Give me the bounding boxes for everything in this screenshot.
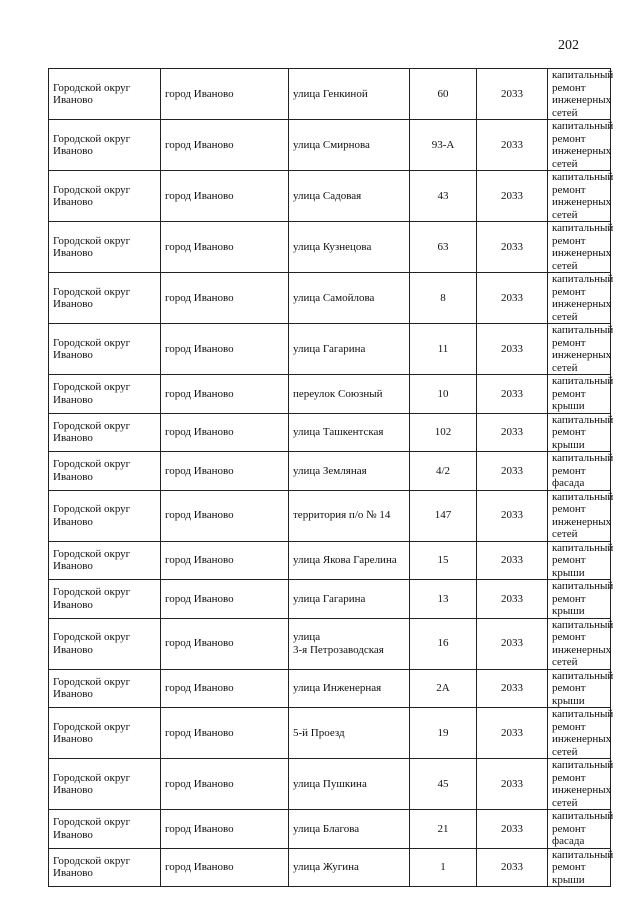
work-type-cell-line: инженерных — [552, 94, 612, 106]
gorod-cell: город Иваново — [161, 171, 289, 222]
okrug-cell-line: Городской округ — [53, 631, 131, 643]
street-cell-line: улица Садовая — [293, 189, 362, 202]
house-number-cell: 2А — [410, 669, 477, 708]
street-cell-line: улица Жугина — [293, 861, 359, 873]
work-type-cell-line: ремонт — [552, 336, 586, 349]
work-type-cell-line: ремонт — [552, 234, 586, 247]
okrug-cell-line: Городской округ — [53, 234, 131, 247]
street-cell-line: улица Гагарина — [293, 592, 366, 605]
work-type-cell-line: капитальный — [552, 618, 614, 631]
house-number-cell: 11 — [410, 324, 477, 375]
house-number-cell: 147 — [410, 490, 477, 541]
house-number-cell: 60 — [410, 69, 477, 120]
street-cell-line: улица Кузнецова — [293, 240, 372, 253]
work-type-cell-line: ремонт — [552, 503, 586, 515]
work-type-cell-line: капитальный — [552, 810, 614, 822]
street-cell — [289, 273, 410, 324]
street-cell-line: переулок Союзный — [293, 387, 383, 400]
work-type-cell — [548, 222, 614, 273]
house-number-cell: 102 — [410, 413, 477, 452]
gorod-cell: город Иваново — [161, 490, 289, 541]
street-cell-line: улица Якова Гарелина — [293, 554, 397, 566]
gorod-cell: город Иваново — [161, 810, 289, 849]
year-cell: 2033 — [477, 222, 548, 273]
street-cell-line: улица Гагарина — [293, 342, 366, 355]
work-type-cell-line: капитальный — [552, 490, 614, 503]
work-type-cell — [548, 120, 614, 171]
okrug-cell-line: Городской округ — [53, 336, 131, 349]
work-type-cell — [548, 618, 614, 669]
street-cell — [289, 669, 410, 708]
work-type-cell-line: инженерных — [552, 247, 612, 259]
street-cell-line: улица Благова — [293, 822, 360, 835]
work-type-cell-line: инженерных — [552, 643, 612, 656]
work-type-cell — [548, 324, 614, 375]
work-type-cell-line: капитальный — [552, 375, 614, 387]
okrug-cell-line: Иваново — [53, 688, 93, 701]
okrug-cell — [49, 171, 161, 222]
table-row — [49, 580, 611, 619]
street-cell — [289, 490, 410, 541]
work-type-cell-line: капитальный — [552, 759, 614, 771]
okrug-cell-line: Городской округ — [53, 720, 131, 733]
table-row — [49, 708, 611, 759]
okrug-cell — [49, 759, 161, 810]
gorod-cell: город Иваново — [161, 541, 289, 580]
okrug-cell — [49, 452, 161, 491]
work-type-cell-line: ремонт крыши — [552, 426, 586, 451]
okrug-cell — [49, 69, 161, 120]
work-type-cell-line: сетей — [552, 656, 578, 668]
okrug-cell-line: Городской округ — [53, 81, 131, 94]
okrug-cell — [49, 222, 161, 273]
house-number-cell: 15 — [410, 541, 477, 580]
work-type-cell-line: ремонт — [552, 81, 586, 94]
street-cell — [289, 452, 410, 491]
work-type-cell-line: инженерных — [552, 349, 612, 361]
year-cell: 2033 — [477, 810, 548, 849]
gorod-cell: город Иваново — [161, 452, 289, 491]
work-type-cell-line: сетей — [552, 745, 578, 758]
repair-schedule-table — [48, 68, 614, 887]
work-type-cell-line: капитальный — [552, 324, 614, 336]
table-row — [49, 618, 611, 669]
gorod-cell: город Иваново — [161, 618, 289, 669]
year-cell: 2033 — [477, 580, 548, 619]
okrug-cell-line: Городской округ — [53, 771, 131, 784]
house-number-cell: 19 — [410, 708, 477, 759]
okrug-cell-line: Городской округ — [53, 183, 131, 196]
year-cell: 2033 — [477, 759, 548, 810]
work-type-cell-line: инженерных — [552, 298, 612, 310]
street-cell — [289, 120, 410, 171]
work-type-cell — [548, 759, 614, 810]
work-type-cell-line: сетей — [552, 528, 578, 540]
gorod-cell: город Иваново — [161, 580, 289, 619]
okrug-cell — [49, 669, 161, 708]
okrug-cell — [49, 810, 161, 849]
okrug-cell-line: Городской округ — [53, 132, 131, 145]
work-type-cell-line: капитальный — [552, 708, 614, 720]
table-row — [49, 324, 611, 375]
work-type-cell-line: инженерных — [552, 145, 612, 157]
okrug-cell — [49, 120, 161, 171]
year-cell: 2033 — [477, 669, 548, 708]
table-row — [49, 669, 611, 708]
work-type-cell-line: капитальный — [552, 222, 614, 234]
work-type-cell — [548, 669, 614, 708]
year-cell: 2033 — [477, 171, 548, 222]
house-number-cell: 45 — [410, 759, 477, 810]
table-row — [49, 490, 611, 541]
okrug-cell-line: Иваново — [53, 393, 93, 406]
work-type-cell-line: ремонт — [552, 183, 586, 196]
page-number: 202 — [558, 38, 579, 53]
work-type-cell — [548, 490, 614, 541]
okrug-cell — [49, 324, 161, 375]
work-type-cell — [548, 848, 614, 887]
work-type-cell — [548, 541, 614, 580]
okrug-cell — [49, 413, 161, 452]
okrug-cell-line: Иваново — [53, 349, 93, 361]
okrug-cell — [49, 273, 161, 324]
street-cell-line: улица Ташкентская — [293, 426, 384, 438]
work-type-cell-line: ремонт — [552, 771, 586, 784]
work-type-cell — [548, 708, 614, 759]
work-type-cell-line: сетей — [552, 259, 578, 272]
year-cell: 2033 — [477, 848, 548, 887]
year-cell: 2033 — [477, 69, 548, 120]
gorod-cell: город Иваново — [161, 273, 289, 324]
okrug-cell-line: Иваново — [53, 733, 93, 745]
gorod-cell: город Иваново — [161, 324, 289, 375]
work-type-cell-line: капитальный — [552, 541, 614, 554]
year-cell: 2033 — [477, 375, 548, 414]
work-type-cell-line: ремонт крыши — [552, 682, 586, 707]
work-type-cell-line: ремонт крыши — [552, 387, 586, 412]
street-cell-line: улица — [293, 631, 321, 643]
street-cell — [289, 171, 410, 222]
okrug-cell — [49, 848, 161, 887]
table-body — [49, 69, 614, 887]
work-type-cell-line: инженерных — [552, 515, 612, 528]
okrug-cell-line: Иваново — [53, 432, 93, 445]
gorod-cell: город Иваново — [161, 375, 289, 414]
gorod-cell: город Иваново — [161, 759, 289, 810]
work-type-cell-line: ремонт крыши — [552, 554, 586, 579]
okrug-cell-line: Иваново — [53, 470, 93, 483]
gorod-cell: город Иваново — [161, 708, 289, 759]
work-type-cell-line: сетей — [552, 208, 578, 221]
street-cell — [289, 810, 410, 849]
work-type-cell-line: инженерных — [552, 196, 612, 208]
okrug-cell-line: Иваново — [53, 598, 93, 611]
table-row — [49, 375, 611, 414]
okrug-cell-line: Иваново — [53, 94, 93, 106]
okrug-cell-line: Иваново — [53, 784, 93, 796]
work-type-cell — [548, 375, 614, 414]
table-row — [49, 69, 611, 120]
year-cell: 2033 — [477, 120, 548, 171]
work-type-cell-line: ремонт фасада — [552, 822, 586, 847]
street-cell-line: 3-я Петрозаводская — [293, 643, 384, 656]
work-type-cell — [548, 413, 614, 452]
okrug-cell-line: Иваново — [53, 867, 93, 880]
work-type-cell-line: капитальный — [552, 413, 614, 426]
street-cell-line: улица Земляная — [293, 464, 367, 477]
table-row — [49, 222, 611, 273]
work-type-cell — [548, 452, 614, 491]
okrug-cell-line: Иваново — [53, 828, 93, 841]
street-cell — [289, 580, 410, 619]
work-type-cell-line: сетей — [552, 361, 578, 374]
year-cell: 2033 — [477, 413, 548, 452]
work-type-cell-line: ремонт — [552, 720, 586, 733]
street-cell — [289, 848, 410, 887]
work-type-cell-line: капитальный — [552, 273, 614, 285]
okrug-cell — [49, 708, 161, 759]
street-cell — [289, 324, 410, 375]
work-type-cell-line: капитальный — [552, 69, 614, 81]
year-cell: 2033 — [477, 490, 548, 541]
year-cell: 2033 — [477, 708, 548, 759]
work-type-cell-line: ремонт фасада — [552, 464, 586, 489]
work-type-cell-line: ремонт — [552, 285, 586, 298]
table-row — [49, 848, 611, 887]
okrug-cell-line: Городской округ — [53, 854, 131, 867]
street-cell — [289, 222, 410, 273]
work-type-cell-line: капитальный — [552, 452, 614, 464]
table-row — [49, 120, 611, 171]
street-cell-line: территория п/о № 14 — [293, 509, 391, 522]
okrug-cell-line: Иваново — [53, 247, 93, 259]
gorod-cell: город Иваново — [161, 222, 289, 273]
work-type-cell-line: сетей — [552, 796, 578, 809]
work-type-cell-line: ремонт — [552, 132, 586, 145]
okrug-cell-line: Городской округ — [53, 547, 131, 560]
okrug-cell-line: Городской округ — [53, 586, 131, 599]
okrug-cell-line: Городской округ — [53, 458, 131, 471]
work-type-cell — [548, 69, 614, 120]
gorod-cell: город Иваново — [161, 669, 289, 708]
house-number-cell: 8 — [410, 273, 477, 324]
street-cell — [289, 708, 410, 759]
house-number-cell: 16 — [410, 618, 477, 669]
okrug-cell-line: Иваново — [53, 515, 93, 528]
street-cell — [289, 759, 410, 810]
year-cell: 2033 — [477, 452, 548, 491]
gorod-cell: город Иваново — [161, 69, 289, 120]
work-type-cell-line: капитальный — [552, 669, 614, 682]
street-cell — [289, 413, 410, 452]
work-type-cell-line: капитальный — [552, 580, 614, 592]
okrug-cell — [49, 580, 161, 619]
table-row — [49, 810, 611, 849]
house-number-cell: 4/2 — [410, 452, 477, 491]
work-type-cell-line: сетей — [552, 310, 578, 323]
work-type-cell-line: сетей — [552, 106, 578, 119]
okrug-cell-line: Иваново — [53, 298, 93, 310]
street-cell-line: улица Смирнова — [293, 138, 370, 151]
okrug-cell — [49, 541, 161, 580]
house-number-cell: 1 — [410, 848, 477, 887]
work-type-cell — [548, 580, 614, 619]
okrug-cell — [49, 618, 161, 669]
table-row — [49, 413, 611, 452]
okrug-cell-line: Иваново — [53, 560, 93, 573]
okrug-cell — [49, 490, 161, 541]
street-cell-line: улица Самойлова — [293, 291, 375, 304]
year-cell: 2033 — [477, 324, 548, 375]
table-row — [49, 452, 611, 491]
work-type-cell-line: ремонт — [552, 631, 586, 643]
work-type-cell-line: капитальный — [552, 171, 614, 183]
work-type-cell-line: сетей — [552, 157, 578, 170]
okrug-cell-line: Иваново — [53, 145, 93, 157]
work-type-cell-line: капитальный — [552, 120, 614, 132]
okrug-cell-line: Городской округ — [53, 419, 131, 432]
street-cell-line: улица Пушкина — [293, 777, 367, 790]
table-row — [49, 171, 611, 222]
year-cell: 2033 — [477, 541, 548, 580]
street-cell — [289, 375, 410, 414]
gorod-cell: город Иваново — [161, 848, 289, 887]
street-cell — [289, 69, 410, 120]
okrug-cell-line: Городской округ — [53, 675, 131, 688]
house-number-cell: 43 — [410, 171, 477, 222]
street-cell — [289, 541, 410, 580]
house-number-cell: 10 — [410, 375, 477, 414]
okrug-cell-line: Иваново — [53, 196, 93, 208]
street-cell-line: 5-й Проезд — [293, 726, 345, 739]
house-number-cell: 21 — [410, 810, 477, 849]
work-type-cell — [548, 273, 614, 324]
gorod-cell: город Иваново — [161, 120, 289, 171]
street-cell-line: улица Инженерная — [293, 682, 382, 694]
table-row — [49, 273, 611, 324]
street-cell — [289, 618, 410, 669]
work-type-cell — [548, 810, 614, 849]
okrug-cell-line: Городской округ — [53, 816, 131, 829]
year-cell: 2033 — [477, 273, 548, 324]
house-number-cell: 13 — [410, 580, 477, 619]
okrug-cell — [49, 375, 161, 414]
table-row — [49, 541, 611, 580]
house-number-cell: 93-А — [410, 120, 477, 171]
work-type-cell — [548, 171, 614, 222]
street-cell-line: улица Генкиной — [293, 87, 368, 100]
okrug-cell-line: Городской округ — [53, 285, 131, 298]
gorod-cell: город Иваново — [161, 413, 289, 452]
work-type-cell-line: инженерных — [552, 784, 612, 796]
okrug-cell-line: Иваново — [53, 643, 93, 656]
house-number-cell: 63 — [410, 222, 477, 273]
work-type-cell-line: ремонт крыши — [552, 861, 586, 886]
okrug-cell-line: Городской округ — [53, 503, 131, 515]
year-cell: 2033 — [477, 618, 548, 669]
work-type-cell-line: капитальный — [552, 848, 614, 861]
work-type-cell-line: инженерных — [552, 733, 612, 745]
okrug-cell-line: Городской округ — [53, 381, 131, 394]
work-type-cell-line: ремонт крыши — [552, 592, 586, 617]
table-row — [49, 759, 611, 810]
